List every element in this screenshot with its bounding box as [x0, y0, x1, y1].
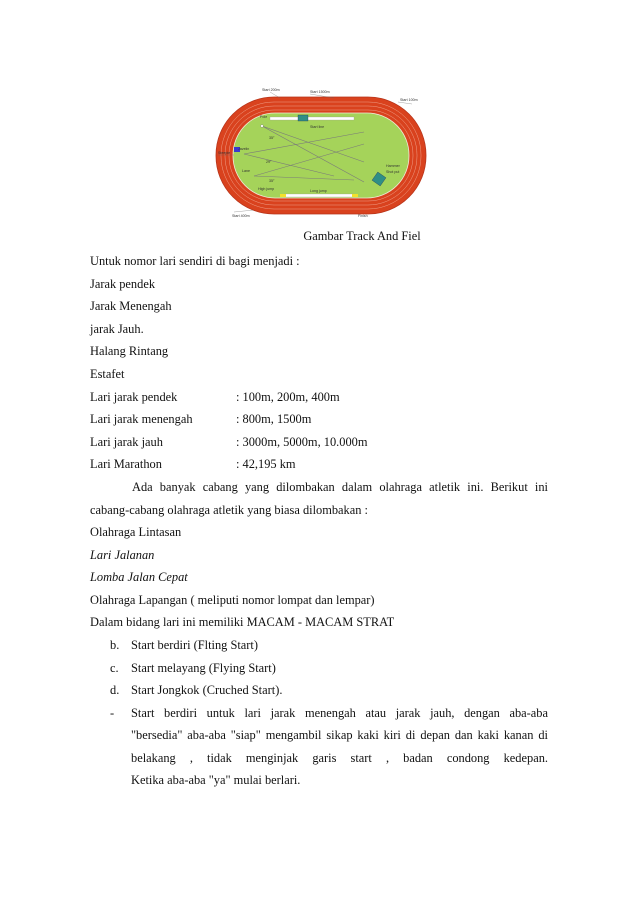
distance-label: Lari jarak jauh	[90, 435, 163, 449]
label-angle-35a: 35°	[269, 136, 275, 140]
paragraph-line: Ada banyak cabang yang dilombakan dalam olahraga atletik ini. Berikut ini	[132, 480, 548, 494]
start-intro: Dalam bidang lari ini memiliki MACAM - MACAM STRAT	[90, 615, 395, 629]
pointer-bottom-left	[234, 210, 254, 212]
branch-item: Lomba Jalan Cepat	[90, 570, 188, 584]
note-line: belakang , tidak menginjak garis start , badan condong kedepan.	[131, 751, 548, 765]
label-start-line: Start line	[310, 125, 325, 129]
label-bottom-left-note: Start 400m	[232, 214, 250, 218]
list-marker: -	[110, 706, 115, 720]
runway-top	[270, 117, 354, 120]
list-marker: b.	[110, 638, 120, 652]
list-marker: c.	[110, 661, 119, 675]
category-item: Jarak pendek	[90, 277, 156, 291]
note-line: Start berdiri untuk lari jarak menengah atau jarak jauh, dengan aba-aba	[131, 706, 548, 720]
distance-label: Lari Marathon	[90, 457, 162, 471]
branch-item: Lari Jalanan	[90, 548, 155, 562]
label-bottom-note: Finish	[358, 214, 368, 218]
list-item: Start Jongkok (Cruched Start).	[131, 683, 283, 697]
paragraph-line: cabang-cabang olahraga atletik yang biasa dilombakan :	[90, 503, 368, 517]
category-item: Halang Rintang	[90, 344, 169, 358]
figure-caption: Gambar Track And Fiel	[303, 229, 421, 243]
label-angle-35b: 35°	[269, 179, 275, 183]
label-angle-29: 29°	[266, 160, 272, 164]
track-field-diagram	[214, 84, 434, 219]
label-long-jump: Long jump	[310, 189, 327, 193]
label-steeple: Steeple	[218, 151, 231, 155]
branch-item: Olahraga Lapangan ( meliputi nomor lompat dan lempar)	[90, 593, 375, 607]
pit-yellow-right	[352, 194, 358, 197]
distance-label: Lari jarak pendek	[90, 390, 178, 404]
label-lane: Lane	[242, 169, 250, 173]
label-shot-put: Shot put	[386, 170, 400, 174]
label-high-jump: High jump	[258, 187, 275, 191]
label-javelin: Javelin	[238, 147, 250, 151]
pit-yellow-left	[280, 194, 286, 197]
list-item: Start berdiri (Flting Start)	[131, 638, 258, 652]
list-item: Start melayang (Flying Start)	[131, 661, 276, 675]
label-top-note: Start 1500m	[310, 90, 330, 94]
note-line: Ketika aba-aba "ya" mulai berlari.	[131, 773, 301, 787]
label-right-note: Start 100m	[400, 98, 418, 102]
label-pole: Pole	[260, 115, 268, 119]
label-top-left-note: Start 200m	[262, 88, 280, 92]
distance-value: : 800m, 1500m	[236, 412, 312, 426]
distance-value: : 100m, 200m, 400m	[236, 390, 340, 404]
intro-text: Untuk nomor lari sendiri di bagi menjadi :	[90, 254, 300, 268]
list-marker: d.	[110, 683, 120, 697]
throw-circle	[261, 125, 264, 128]
category-item: Estafet	[90, 367, 125, 381]
category-item: jarak Jauh.	[90, 322, 144, 336]
pit-teal	[298, 115, 308, 121]
label-hammer: Hammer	[386, 164, 400, 168]
note-line: "bersedia" aba-aba "siap" mengambil sikap kaki kiri di depan dan kaki kanan di	[131, 728, 548, 742]
distance-value: : 42,195 km	[236, 457, 296, 471]
category-item: Jarak Menengah	[90, 299, 172, 313]
runway-bottom	[284, 194, 354, 197]
distance-label: Lari jarak menengah	[90, 412, 193, 426]
distance-value: : 3000m, 5000m, 10.000m	[236, 435, 368, 449]
branch-item: Olahraga Lintasan	[90, 525, 182, 539]
track-field-figure	[214, 84, 434, 219]
pointer-right	[398, 102, 412, 104]
